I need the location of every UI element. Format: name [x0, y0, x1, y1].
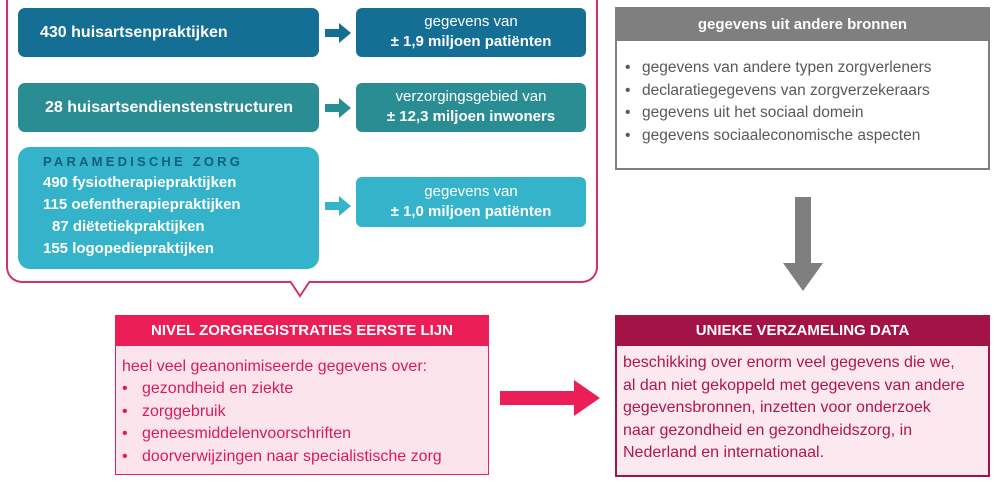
source-huisartsen-label: 430 huisartsenpraktijken — [40, 23, 228, 41]
list-item-text: declaratiegegevens van zorgverzekeraars — [642, 81, 930, 99]
unique-data-line: naar gezondheid en gezondheidszorg, in — [623, 421, 913, 439]
unique-data-line: beschikking over enorm veel gegevens die we, — [623, 354, 955, 371]
bullet-icon: • — [625, 59, 631, 76]
list-item — [122, 401, 488, 424]
unique-data-title: UNIEKE VERZAMELING DATA — [615, 315, 990, 346]
unique-data-content — [615, 346, 990, 477]
source-huisartsen — [18, 8, 319, 57]
arrow-right-icon — [325, 23, 351, 43]
nivel-title: NIVEL ZORGREGISTRATIES EERSTE LIJN — [115, 315, 489, 346]
paramedical-line: 87 diëtetiekpraktijken — [52, 218, 205, 235]
output-patients-paramedical — [356, 177, 586, 227]
unique-data-line: gegevensbronnen, inzetten voor onderzoek — [623, 399, 931, 416]
paramedical-line: 490 fysiotherapiepraktijken — [43, 174, 237, 191]
bullet-icon: • — [625, 126, 631, 144]
output-line: verzorgingsgebied van — [395, 88, 547, 105]
bullet-icon: • — [122, 447, 128, 465]
list-item — [625, 80, 988, 103]
output-value: ± 1,9 miljoen patiënten — [390, 33, 552, 50]
list-item — [625, 125, 988, 148]
output-patients-1 — [356, 8, 586, 57]
arrow-right-large-icon — [500, 380, 600, 416]
arrow-right-icon — [325, 98, 351, 118]
list-item-text: geneesmiddelenvoorschriften — [142, 425, 352, 442]
bracket-pointer — [290, 281, 310, 301]
other-sources-list — [615, 41, 990, 170]
bullet-icon: • — [122, 380, 128, 397]
bullet-icon: • — [625, 81, 631, 99]
list-item — [122, 423, 488, 446]
bullet-icon: • — [625, 104, 631, 121]
list-item-text: gegevens sociaaleconomische aspecten — [642, 126, 921, 144]
paramedical-line: 155 logopediepraktijken — [43, 240, 214, 257]
output-line: gegevens van — [424, 13, 518, 30]
list-item-text: gegevens uit het sociaal domein — [642, 104, 864, 121]
unique-data-line: Nederland en internationaal. — [623, 444, 825, 461]
output-line: gegevens van — [424, 182, 518, 200]
paramedical-line: 115 oefentherapiepraktijken — [43, 196, 241, 213]
bullet-icon: • — [122, 402, 128, 420]
arrow-down-icon — [783, 197, 823, 291]
list-item — [625, 57, 988, 80]
output-value: ± 12,3 miljoen inwoners — [386, 108, 556, 125]
paramedical-heading: PARAMEDISCHE ZORG — [43, 154, 244, 169]
nivel-content — [115, 346, 489, 475]
list-item-text: gezondheid en ziekte — [142, 380, 294, 397]
other-sources-title: gegevens uit andere bronnen — [615, 7, 990, 41]
source-huisartsendiensten — [18, 83, 319, 132]
nivel-intro: heel veel geanonimiseerde gegevens over: — [122, 358, 428, 375]
list-item — [122, 378, 488, 401]
output-value: ± 1,0 miljoen patiënten — [390, 202, 552, 220]
list-item — [625, 102, 988, 125]
arrow-right-icon — [325, 196, 351, 216]
unique-data-line: al dan niet gekoppeld met gegevens van andere — [623, 376, 965, 394]
list-item-text: zorggebruik — [142, 402, 226, 420]
source-huisartsendiensten-label: 28 huisartsendienstenstructuren — [45, 98, 294, 116]
source-paramedical — [18, 147, 319, 269]
list-item-text: doorverwijzingen naar specialistische zorg — [142, 447, 442, 465]
output-inhabitants — [356, 83, 586, 132]
bullet-icon: • — [122, 425, 128, 442]
list-item-text: gegevens van andere typen zorgverleners — [642, 59, 932, 76]
list-item — [122, 446, 488, 469]
